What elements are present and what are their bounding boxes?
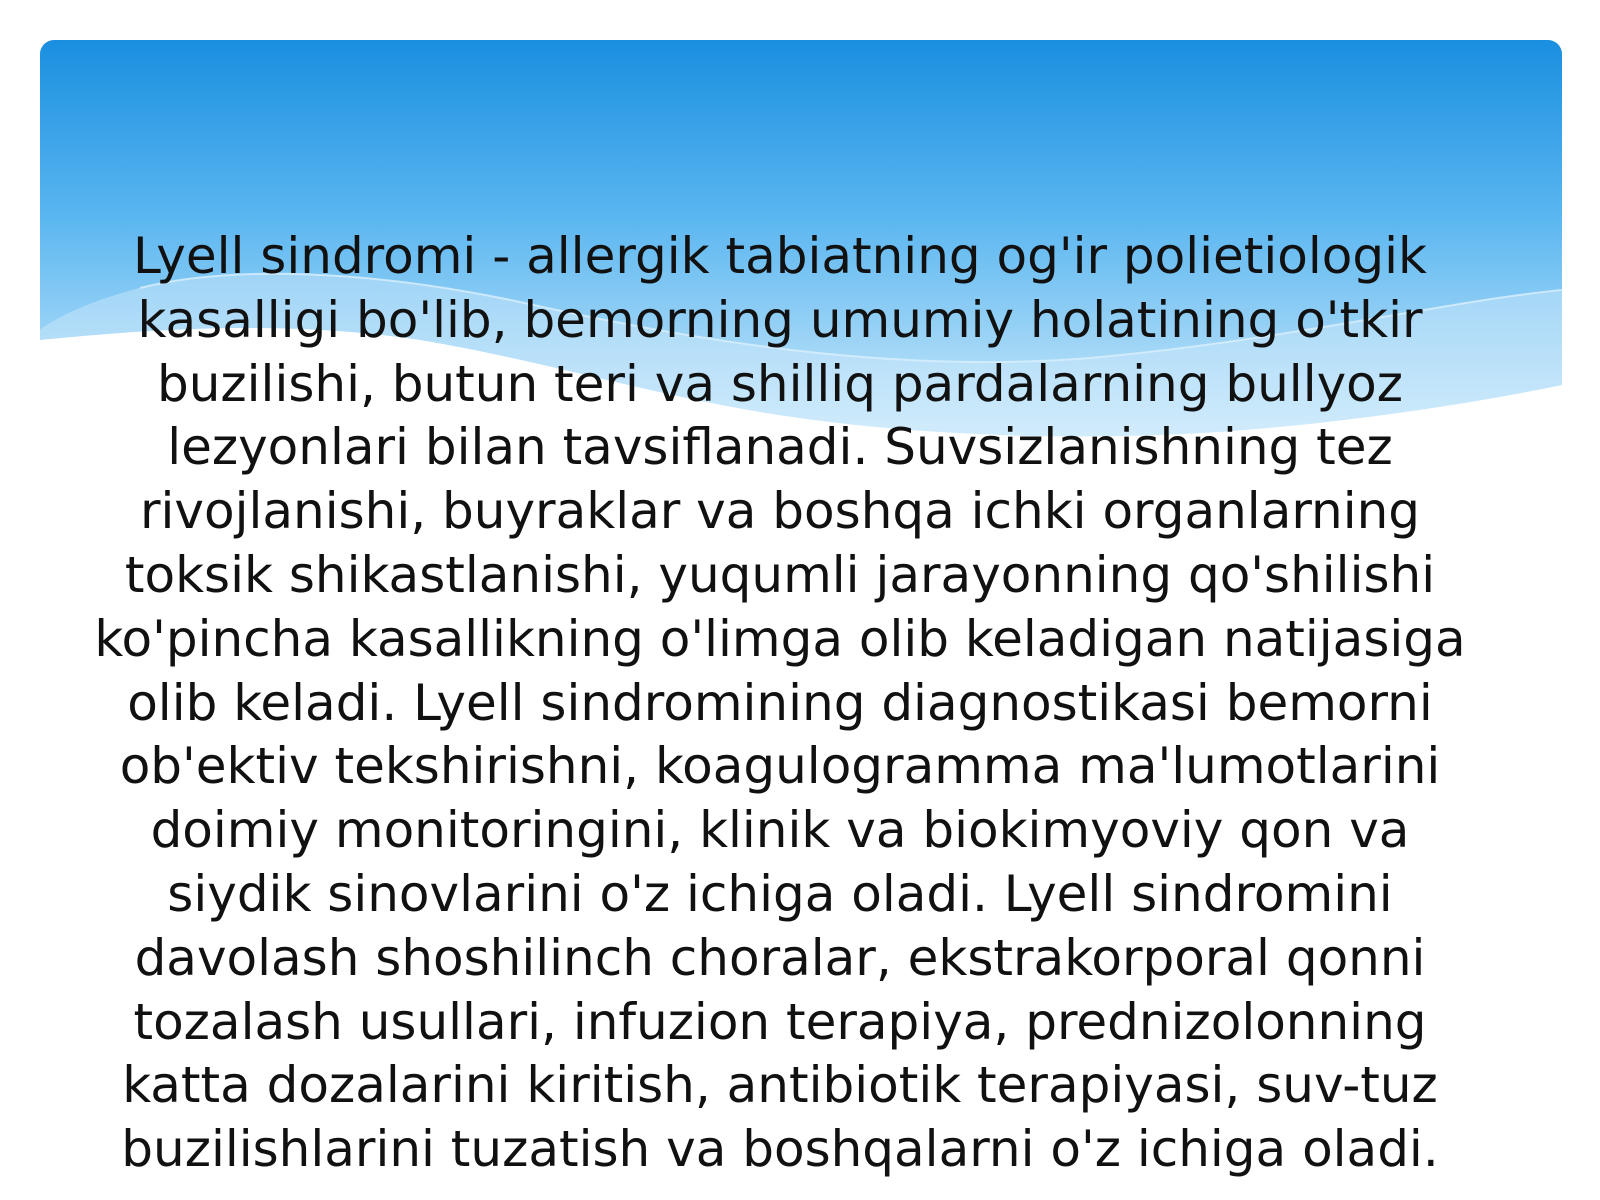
slide-body-text: Lyell sindromi - allergik tabiatning og'ir polietiologik kasalligi bo'lib, bemorning umumiy holatining o'tkir buzilishi, butun teri va shilliq pardalarning bullyoz lezyonlari bilan tavsiflanadi. Suvsizlanishning tez rivojlanishi, buyraklar va boshqa ichki organlarning toksik shikastlanishi, yuqumli jarayonning qo'shilishi ko'pincha kasallikning o'limga olib keladigan natijasiga olib keladi. Lyell sindromining diagnostikasi bemorni ob'ektiv tekshirishni, koagulogramma ma'lumotlarini doimiy monitoringini, klinik va biokimyoviy qon va siydik sinovlarini o'z ichiga oladi. Lyell sindromini davolash shoshilinch choralar, ekstrakorporal qonni tozalash usullari, infuzion terapiya, prednizolonning katta dozalarini kiritish, antibiotik terapiyasi, suv-tuz buzilishlarini tuzatish va boshqalarni o'z ichiga oladi. <box>94 227 1466 1179</box>
